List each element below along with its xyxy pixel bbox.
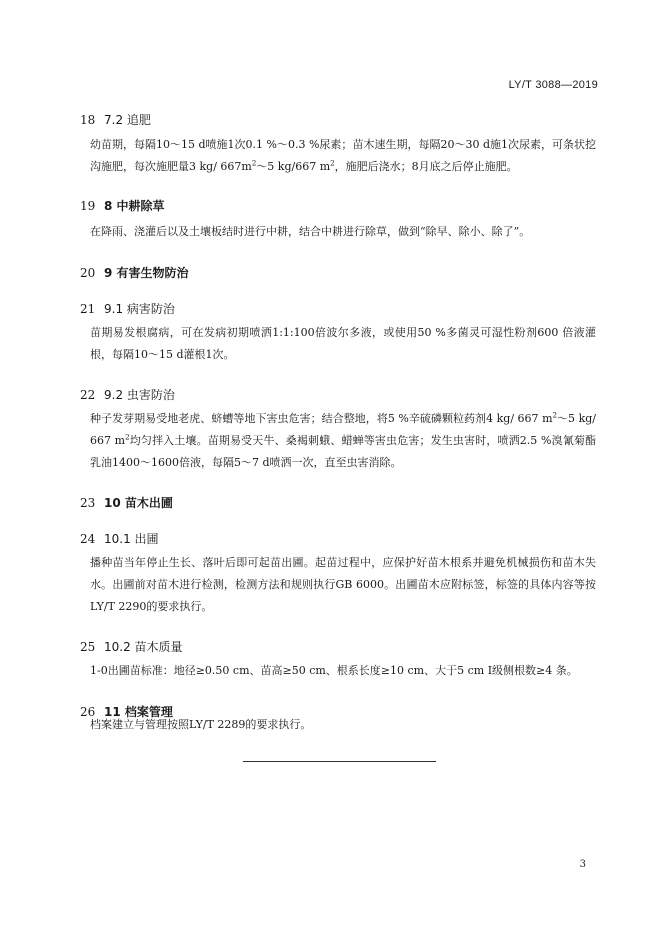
heading-title: 8 中耕除草	[104, 199, 165, 213]
paragraph-weeding: 在降雨、浇灌后以及土壤板结时进行中耕，结合中耕进行除草，做到“除早、除小、除了”。	[90, 225, 531, 238]
heading-title: 10.1 出圃	[104, 532, 159, 546]
line-number: 20	[80, 266, 96, 280]
line-number: 23	[80, 496, 96, 510]
end-rule	[243, 761, 436, 762]
section-heading-10-1	[80, 530, 159, 547]
line-number: 24	[80, 532, 96, 546]
heading-title: 9 有害生物防治	[104, 266, 189, 280]
paragraph-top-dressing: 幼苗期，每隔10～15 d喷施1次0.1 %～0.3 %尿素；苗木速生期，每隔20～30 d施1次尿素，可条状挖沟施肥，每次施肥量3 kg/ $667m^2\sim 5$ kg/667 $m^2$，施肥后浇水；8月底之后停止施肥。	[90, 138, 596, 173]
page-number: 3	[579, 859, 586, 870]
line-number: 21	[80, 302, 96, 316]
section-heading-9-1	[80, 300, 175, 317]
heading-title: 11 档案管理	[104, 705, 173, 719]
line-number: 22	[80, 388, 96, 402]
section-heading-9	[80, 264, 189, 281]
section-heading-8	[80, 197, 165, 214]
section-heading-7-2	[80, 111, 151, 128]
paragraph-pest-control: 种子发芽期易受地老虎、蛴螬等地下害虫危害；结合整地，将5 %辛硫磷颗粒药剂4 kg/ 667 $m^2\sim 5$ kg/ 667 $m^2$均匀拌入土壤。苗期易受天牛、桑褐刺蛾、蜡蝉等害虫危害；发生虫害时，喷洒2.5 %溴氰菊酯乳油1400～1600倍液，每隔5～7 d喷洒一次，直至虫害消除。	[90, 411, 596, 469]
heading-title: 10 苗木出圃	[104, 496, 173, 510]
paragraph-seedling-quality: 1-0出圃苗标准：地径≥0.50 cm、苗高≥50 cm、根系长度≥10 cm、大于5 cm Ⅰ级侧根数≥4 条。	[90, 664, 578, 677]
paragraph-disease-control: 苗期易发根腐病，可在发病初期喷洒1:1:100倍波尔多液，或使用50 %多菌灵可湿性粉剂600 倍液灌根，每隔10～15 d灌根1次。	[90, 326, 596, 361]
standard-number: LY/T 3088—2019	[508, 79, 598, 91]
line-number: 26	[80, 705, 96, 719]
heading-title: 9.2 虫害防治	[104, 388, 175, 402]
line-number: 19	[80, 199, 96, 213]
section-heading-10-2	[80, 638, 183, 655]
section-heading-9-2	[80, 386, 175, 403]
section-heading-10	[80, 494, 173, 511]
line-number: 18	[80, 113, 96, 127]
heading-title: 9.1 病害防治	[104, 302, 175, 316]
heading-title: 7.2 追肥	[104, 113, 151, 127]
line-number: 25	[80, 640, 96, 654]
heading-title: 10.2 苗木质量	[104, 640, 183, 654]
paragraph-archives: 档案建立与管理按照LY/T 2289的要求执行。	[90, 718, 312, 731]
paragraph-nursery-out: 播种苗当年停止生长、落叶后即可起苗出圃。起苗过程中，应保护好苗木根系并避免机械损伤和苗木失水。出圃前对苗木进行检测，检测方法和规则执行GB 6000。出圃苗木应附标签，标签的具体内容等按LY/T 2290的要求执行。	[90, 556, 596, 613]
